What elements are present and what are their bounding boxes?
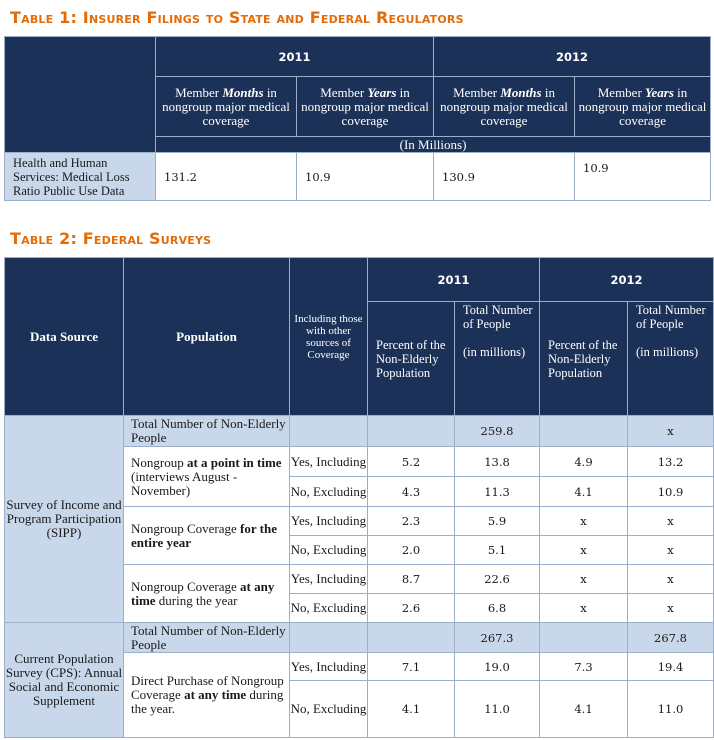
table2 <box>4 257 714 738</box>
empty-cell <box>368 416 455 447</box>
table1-col-member-years-2012: Member Years in nongroup major medical coverage <box>575 77 711 137</box>
empty-cell <box>540 416 628 447</box>
table1-value: 130.9 <box>434 153 575 201</box>
including-yes: Yes, Including <box>290 447 368 477</box>
population-direct-purchase: Direct Purchase of Nongroup Coverage at any time during the year. <box>124 653 290 738</box>
data-cell: 13.2 <box>628 447 714 477</box>
including-no: No, Excluding <box>290 536 368 565</box>
including-yes: Yes, Including <box>290 507 368 536</box>
cps-total-label: Total Number of Non-Elderly People <box>124 623 290 653</box>
table1-col-member-years-2011: Member Years in nongroup major medical coverage <box>297 77 434 137</box>
empty-cell <box>368 623 455 653</box>
table1-corner <box>5 37 156 153</box>
data-cell: 13.8 <box>455 447 540 477</box>
col-population: Population <box>124 258 290 416</box>
data-cell: 4.1 <box>368 681 455 738</box>
data-cell: 2.3 <box>368 507 455 536</box>
including-no: No, Excluding <box>290 681 368 738</box>
data-cell: 5.9 <box>455 507 540 536</box>
data-cell: 11.0 <box>628 681 714 738</box>
table1-value: 10.9 <box>297 153 434 201</box>
source-cps: Current Population Survey (CPS): Annual Social and Economic Supplement <box>5 623 124 738</box>
table2-year-2011: 2011 <box>368 258 540 302</box>
data-cell: 10.9 <box>628 477 714 507</box>
table1-value: 131.2 <box>156 153 297 201</box>
including-no: No, Excluding <box>290 477 368 507</box>
table1-col-member-months-2011: Member Months in nongroup major medical coverage <box>156 77 297 137</box>
col-percent-2012: Percent of the Non-Elderly Population <box>540 302 628 416</box>
table2-title: Table 2: Federal Surveys <box>10 229 212 248</box>
col-total-2011: Total Number of People (in millions) <box>455 302 540 416</box>
data-cell: x <box>540 507 628 536</box>
sipp-total-label: Total Number of Non-Elderly People <box>124 416 290 447</box>
table1-units: (In Millions) <box>156 137 711 153</box>
data-cell: 7.1 <box>368 653 455 681</box>
table1-row-label: Health and Human Services: Medical Loss Ratio Public Use Data <box>5 153 156 201</box>
data-cell: x <box>628 536 714 565</box>
data-cell: 8.7 <box>368 565 455 594</box>
col-total-2012: Total Number of People (in millions) <box>628 302 714 416</box>
data-cell: 4.1 <box>540 477 628 507</box>
empty-cell <box>290 623 368 653</box>
data-cell: 5.2 <box>368 447 455 477</box>
data-cell: 2.6 <box>368 594 455 623</box>
sipp-total-2011: 259.8 <box>455 416 540 447</box>
cps-total-2012: 267.8 <box>628 623 714 653</box>
data-cell: 19.4 <box>628 653 714 681</box>
data-cell: 2.0 <box>368 536 455 565</box>
table1-value: 10.9 <box>575 153 711 201</box>
data-cell: 22.6 <box>455 565 540 594</box>
table1 <box>4 36 711 201</box>
col-including: Including those with other sources of Coverage <box>290 258 368 416</box>
data-cell: x <box>628 565 714 594</box>
col-data-source: Data Source <box>5 258 124 416</box>
data-cell: x <box>628 507 714 536</box>
sipp-total-2012: x <box>628 416 714 447</box>
data-cell: 6.8 <box>455 594 540 623</box>
data-cell: x <box>628 594 714 623</box>
population-point-in-time: Nongroup at a point in time (interviews August - November) <box>124 447 290 507</box>
population-entire-year: Nongroup Coverage for the entire year <box>124 507 290 565</box>
data-cell: 11.0 <box>455 681 540 738</box>
table2-year-2012: 2012 <box>540 258 714 302</box>
empty-cell <box>290 416 368 447</box>
population-any-time: Nongroup Coverage at any time during the year <box>124 565 290 623</box>
empty-cell <box>540 623 628 653</box>
data-cell: 4.3 <box>368 477 455 507</box>
table1-year-2012: 2012 <box>434 37 711 77</box>
data-cell: x <box>540 536 628 565</box>
data-cell: x <box>540 594 628 623</box>
source-sipp: Survey of Income and Program Participation (SIPP) <box>5 416 124 623</box>
table1-col-member-months-2012: Member Months in nongroup major medical coverage <box>434 77 575 137</box>
cps-total-2011: 267.3 <box>455 623 540 653</box>
table1-title: Table 1: Insurer Filings to State and Federal Regulators <box>10 8 464 27</box>
data-cell: x <box>540 565 628 594</box>
data-cell: 4.1 <box>540 681 628 738</box>
data-cell: 7.3 <box>540 653 628 681</box>
including-yes: Yes, Including <box>290 565 368 594</box>
table1-year-2011: 2011 <box>156 37 434 77</box>
including-yes: Yes, Including <box>290 653 368 681</box>
data-cell: 4.9 <box>540 447 628 477</box>
data-cell: 11.3 <box>455 477 540 507</box>
data-cell: 19.0 <box>455 653 540 681</box>
col-percent-2011: Percent of the Non-Elderly Population <box>368 302 455 416</box>
data-cell: 5.1 <box>455 536 540 565</box>
including-no: No, Excluding <box>290 594 368 623</box>
